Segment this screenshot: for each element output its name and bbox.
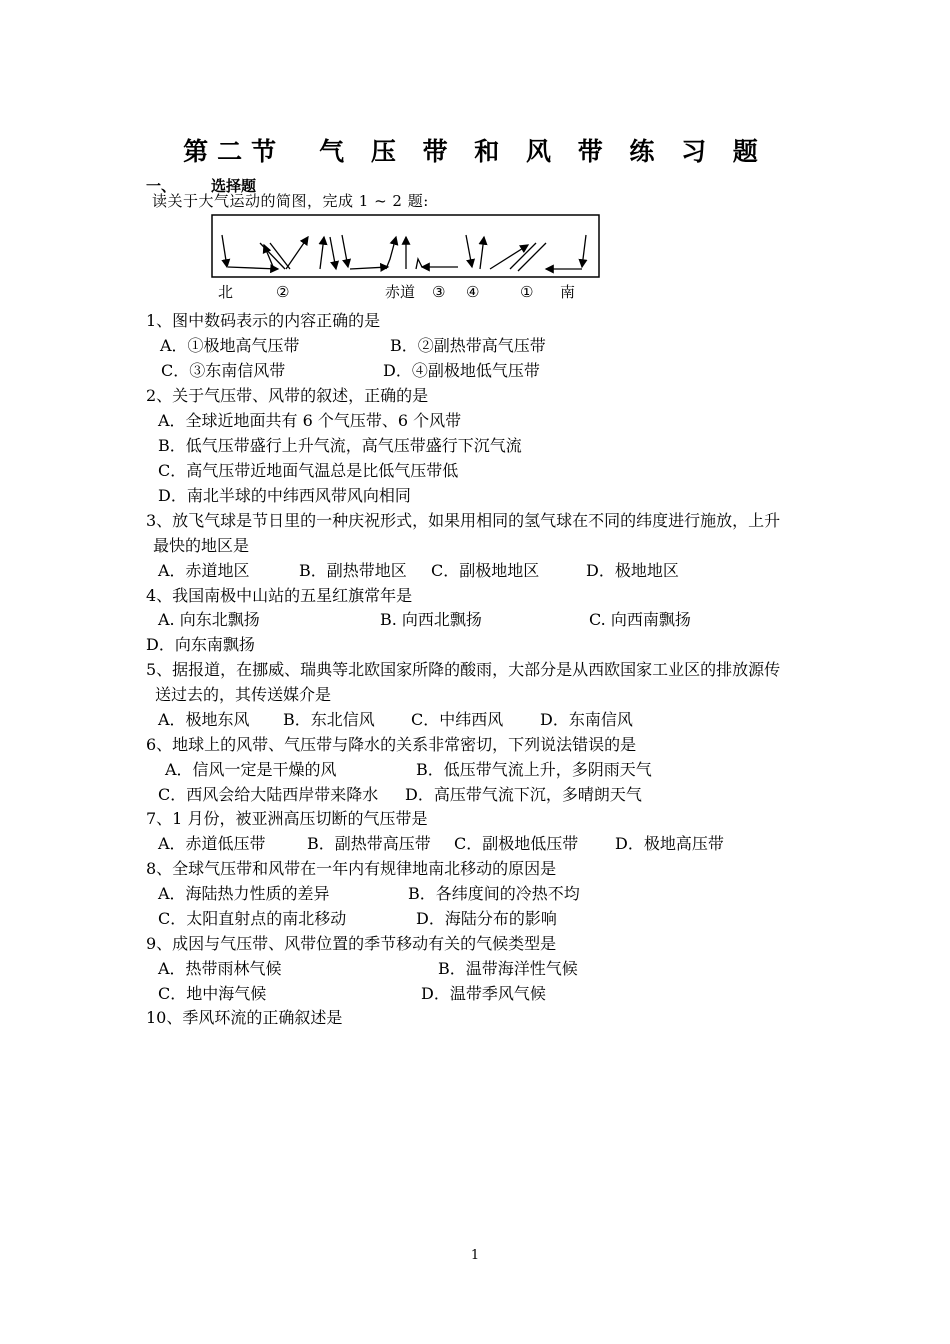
option: A．热带雨林气候 <box>158 959 282 978</box>
option: D．极地高压带 <box>615 834 724 853</box>
circulation-arrow <box>264 245 274 269</box>
option: D．东南信风 <box>540 710 633 729</box>
circulation-arrow <box>320 237 324 269</box>
option: D．海陆分布的影响 <box>416 909 557 928</box>
option: C. 向西南飘扬 <box>589 610 691 629</box>
option: A．海陆热力性质的差异 <box>158 884 330 903</box>
option: D．极地地区 <box>586 561 679 580</box>
option: A．极地东风 <box>158 710 250 729</box>
option: B．各纬度间的冷热不均 <box>408 884 580 903</box>
question-stem: 6、地球上的风带、气压带与降水的关系非常密切，下列说法错误的是 <box>146 735 637 754</box>
atmospheric-circulation-diagram <box>210 213 605 303</box>
circulation-arrow <box>350 267 388 269</box>
circulation-arrow <box>342 235 348 267</box>
option: B．低气压带盛行上升气流，高气压带盛行下沉气流 <box>158 436 522 455</box>
option: B．②副热带高气压带 <box>390 336 546 355</box>
question-stem: 9、成因与气压带、风带位置的季节移动有关的气候类型是 <box>146 934 557 953</box>
option: B．东北信风 <box>283 710 375 729</box>
label-north: 北 <box>218 283 234 301</box>
question-stem: 4、我国南极中山站的五星红旗常年是 <box>146 586 413 605</box>
option: C．副极地低压带 <box>454 834 579 853</box>
option: C．③东南信风带 <box>161 361 286 380</box>
option: B．低压带气流上升，多阴雨天气 <box>416 760 652 779</box>
label-3: ③ <box>432 283 446 301</box>
option: A．赤道地区 <box>158 561 250 580</box>
option: C．太阳直射点的南北移动 <box>158 909 347 928</box>
option: B．温带海洋性气候 <box>438 959 578 978</box>
option: D．向东南飘扬 <box>146 635 255 654</box>
circulation-arrow <box>330 237 336 269</box>
circulation-arrow <box>582 235 586 267</box>
option: B．副热带高压带 <box>307 834 431 853</box>
circulation-arrow <box>466 235 472 267</box>
diagram-intro: 读关于大气运动的简图，完成 1 ~ 2 题: <box>152 192 429 210</box>
option: D．高压带气流下沉，多晴朗天气 <box>405 785 642 804</box>
option: D．温带季风气候 <box>421 984 546 1003</box>
question-stem: 3、放飞气球是节日里的一种庆祝形式，如果用相同的氢气球在不同的纬度进行施放，上升 <box>146 511 781 530</box>
option: B．副热带地区 <box>299 561 407 580</box>
label-equator: 赤道 <box>385 283 416 301</box>
option: C．西风会给大陆西岸带来降水 <box>158 785 379 804</box>
option: D．南北半球的中纬西风带风向相同 <box>158 486 411 505</box>
option: A. 向东北飘扬 <box>158 610 260 629</box>
question-stem: 10、季风环流的正确叙述是 <box>146 1008 343 1027</box>
question-stem-continued: 最快的地区是 <box>153 536 250 555</box>
option: C．地中海气候 <box>158 984 267 1003</box>
question-stem: 7、1 月份，被亚洲高压切断的气压带是 <box>146 809 428 828</box>
circulation-arrow <box>286 237 308 269</box>
page-title: 第二节 气 压 带 和 风 带 练 习 题 <box>183 137 767 166</box>
circulation-arrow <box>416 259 422 269</box>
question-stem: 5、据报道，在挪威、瑞典等北欧国家所降的酸雨，大部分是从西欧国家工业区的排放源传 <box>146 660 781 679</box>
option: A．①极地高气压带 <box>160 336 300 355</box>
label-south: 南 <box>560 283 576 301</box>
label-4: ④ <box>466 283 480 301</box>
circulation-arrow <box>386 237 396 269</box>
question-stem-continued: 送过去的，其传送媒介是 <box>155 685 332 704</box>
section-number: 一、 <box>146 177 177 195</box>
question-stem: 2、关于气压带、风带的叙述，正确的是 <box>146 386 429 405</box>
option: C．高气压带近地面气温总是比低气压带低 <box>158 461 459 480</box>
option: C．中纬西风 <box>411 710 504 729</box>
option: C．副极地地区 <box>431 561 540 580</box>
circulation-arrow <box>228 267 278 269</box>
section-title: 选择题 <box>211 177 257 195</box>
option: B. 向西北飘扬 <box>380 610 482 629</box>
option: D．④副极地低气压带 <box>383 361 540 380</box>
option: A．信风一定是干燥的风 <box>165 760 337 779</box>
question-stem: 1、图中数码表示的内容正确的是 <box>146 311 381 330</box>
option: A．全球近地面共有 6 个气压带、6 个风带 <box>158 411 462 430</box>
question-stem: 8、全球气压带和风带在一年内有规律地南北移动的原因是 <box>146 859 557 878</box>
option: A．赤道低压带 <box>158 834 266 853</box>
page-number: 1 <box>470 1248 480 1263</box>
label-2: ② <box>276 283 290 301</box>
circulation-arrow <box>480 237 484 269</box>
circulation-arrow <box>222 235 227 267</box>
label-1: ① <box>520 283 534 301</box>
